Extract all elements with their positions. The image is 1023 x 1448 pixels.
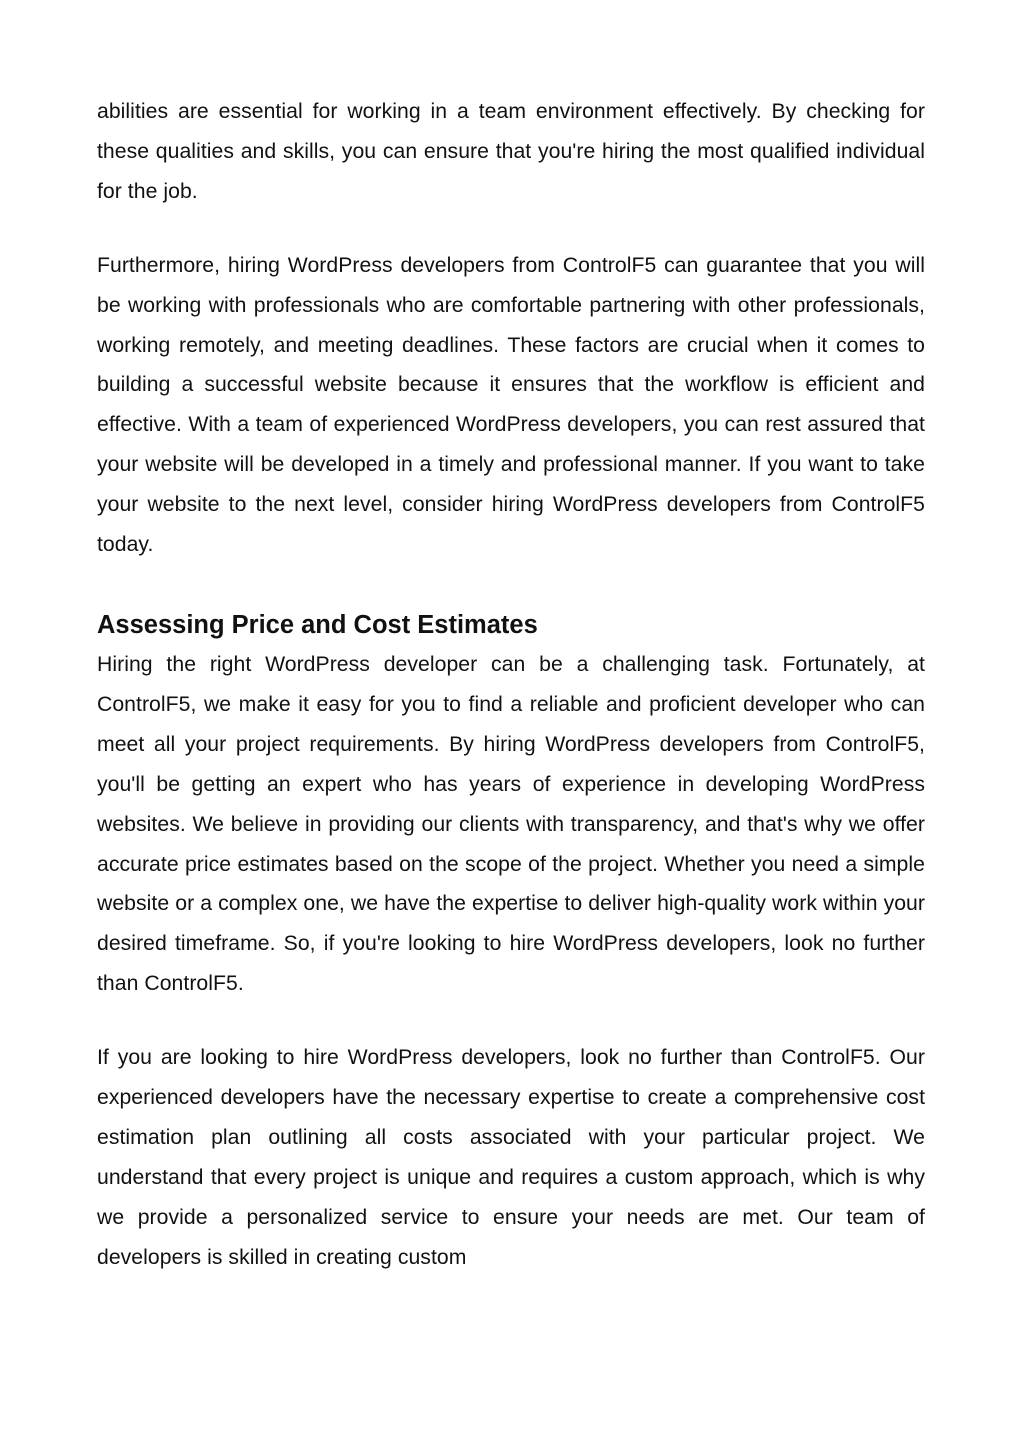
section-heading: Assessing Price and Cost Estimates: [97, 610, 538, 639]
document-page: [97, 92, 925, 1278]
body-paragraph: Hiring the right WordPress developer can be a challenging task. Fortunately, at ControlF5, we make it easy for you to find a reliable and proficient developer who can meet all your project requirements. By hiring WordPress developers from ControlF5, you'll be getting an expert who has years of experience in developing WordPress websites. We believe in providing our clients with transparency, and that's why we offer accurate price estimates based on the scope of the project. Whether you need a simple website or a complex one, we have the expertise to deliver high-quality work within your desired timeframe. So, if you're looking to hire WordPress developers, look no further than ControlF5.: [97, 652, 925, 996]
paragraph-spacer: [97, 1004, 925, 1038]
paragraph-spacer: [97, 565, 925, 599]
paragraph-spacer: [97, 212, 925, 246]
body-paragraph: abilities are essential for working in a team environment effectively. By checking for these qualities and skills, you can ensure that you're hiring the most qualified individual for the job.: [97, 100, 925, 203]
body-paragraph: Furthermore, hiring WordPress developers from ControlF5 can guarantee that you will be working with professionals who are comfortable partnering with other professionals, working remotely, and meeting deadlines. These factors are crucial when it comes to building a successful website because it ensures that the workflow is efficient and effective. With a team of experienced WordPress developers, you can rest assured that your website will be developed in a timely and professional manner. If you want to take your website to the next level, consider hiring WordPress developers from ControlF5 today.: [97, 253, 925, 557]
body-paragraph: If you are looking to hire WordPress developers, look no further than ControlF5. Our experienced developers have the necessary expertise to create a comprehensive cost estimation plan outlining all costs associated with your particular project. We understand that every project is unique and requires a custom approach, which is why we provide a personalized service to ensure your needs are met. Our team of developers is skilled in creating custom: [97, 1046, 925, 1269]
